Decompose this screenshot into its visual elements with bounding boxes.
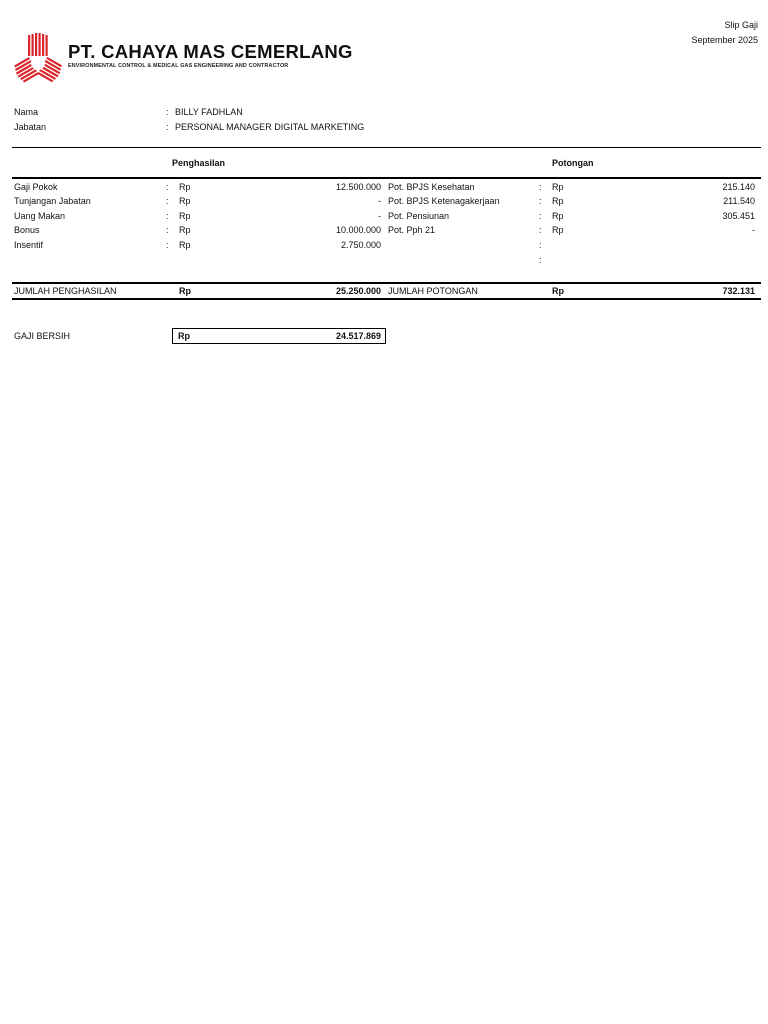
colon: : (539, 225, 542, 235)
currency: Rp (552, 182, 564, 192)
colon: : (539, 240, 542, 250)
net-salary-amount: 24.517.869 (335, 331, 381, 341)
employee-name-label: Nama (14, 107, 39, 117)
colon: : (166, 196, 169, 206)
divider (12, 177, 761, 179)
currency: Rp (179, 240, 191, 250)
currency: Rp (179, 182, 191, 192)
deductions-total: 732.131 (722, 286, 755, 296)
company-name: PT. CAHAYA MAS CEMERLANG (68, 41, 353, 62)
earnings-total: 25.250.000 (335, 286, 381, 296)
net-salary-box (172, 328, 386, 344)
document-title: Slip Gaji (724, 20, 758, 30)
deductions-label: Pot. BPJS Ketenagakerjaan (388, 196, 500, 206)
currency: Rp (178, 331, 190, 341)
colon: : (166, 211, 169, 221)
earnings-amount: 10.000.000 (335, 225, 381, 235)
earnings-amount: 2.750.000 (340, 240, 381, 250)
currency: Rp (552, 211, 564, 221)
earnings-header: Penghasilan (172, 158, 226, 168)
divider (12, 282, 761, 284)
divider (12, 147, 761, 148)
earnings-label: Bonus (14, 225, 40, 235)
earnings-label: Gaji Pokok (14, 182, 58, 192)
currency: Rp (179, 196, 191, 206)
earnings-amount: 12.500.000 (335, 182, 381, 192)
currency: Rp (552, 196, 564, 206)
colon: : (166, 225, 169, 235)
colon: : (166, 122, 169, 132)
deductions-header: Potongan (552, 158, 594, 168)
employee-position-label: Jabatan (14, 122, 47, 132)
earnings-total-label: JUMLAH PENGHASILAN (14, 286, 117, 296)
colon: : (539, 211, 542, 221)
deductions-label: Pot. Pph 21 (388, 225, 436, 235)
employee-position: PERSONAL MANAGER DIGITAL MARKETING (175, 122, 365, 132)
document-period: September 2025 (691, 35, 758, 45)
colon: : (539, 182, 542, 192)
colon: : (166, 182, 169, 192)
earnings-amount: - (378, 211, 381, 221)
deductions-total-label: JUMLAH POTONGAN (388, 286, 478, 296)
colon: : (539, 196, 542, 206)
earnings-label: Insentif (14, 240, 44, 250)
earnings-amount: - (378, 196, 381, 206)
currency: Rp (179, 286, 191, 296)
net-salary-label: GAJI BERSIH (14, 331, 71, 341)
deductions-label: Pot. BPJS Kesehatan (388, 182, 475, 192)
company-tagline: ENVIRONMENTAL CONTROL & MEDICAL GAS ENGINEERING AND CONTRACTOR (68, 63, 289, 69)
deductions-label: Pot. Pensiunan (388, 211, 450, 221)
currency: Rp (552, 286, 564, 296)
currency: Rp (179, 225, 191, 235)
currency: Rp (179, 211, 191, 221)
deductions-amount: 211.540 (723, 196, 755, 206)
employee-name: BILLY FADHLAN (175, 107, 243, 117)
colon: : (166, 240, 169, 250)
currency: Rp (552, 225, 564, 235)
earnings-label: Uang Makan (14, 211, 66, 221)
deductions-amount: 305.451 (722, 211, 755, 221)
earnings-label: Tunjangan Jabatan (14, 196, 91, 206)
divider (12, 298, 761, 300)
deductions-amount: 215.140 (722, 182, 755, 192)
colon: : (166, 107, 169, 117)
company-logo-icon (12, 33, 64, 85)
deductions-amount: - (752, 225, 755, 235)
colon: : (539, 255, 542, 265)
